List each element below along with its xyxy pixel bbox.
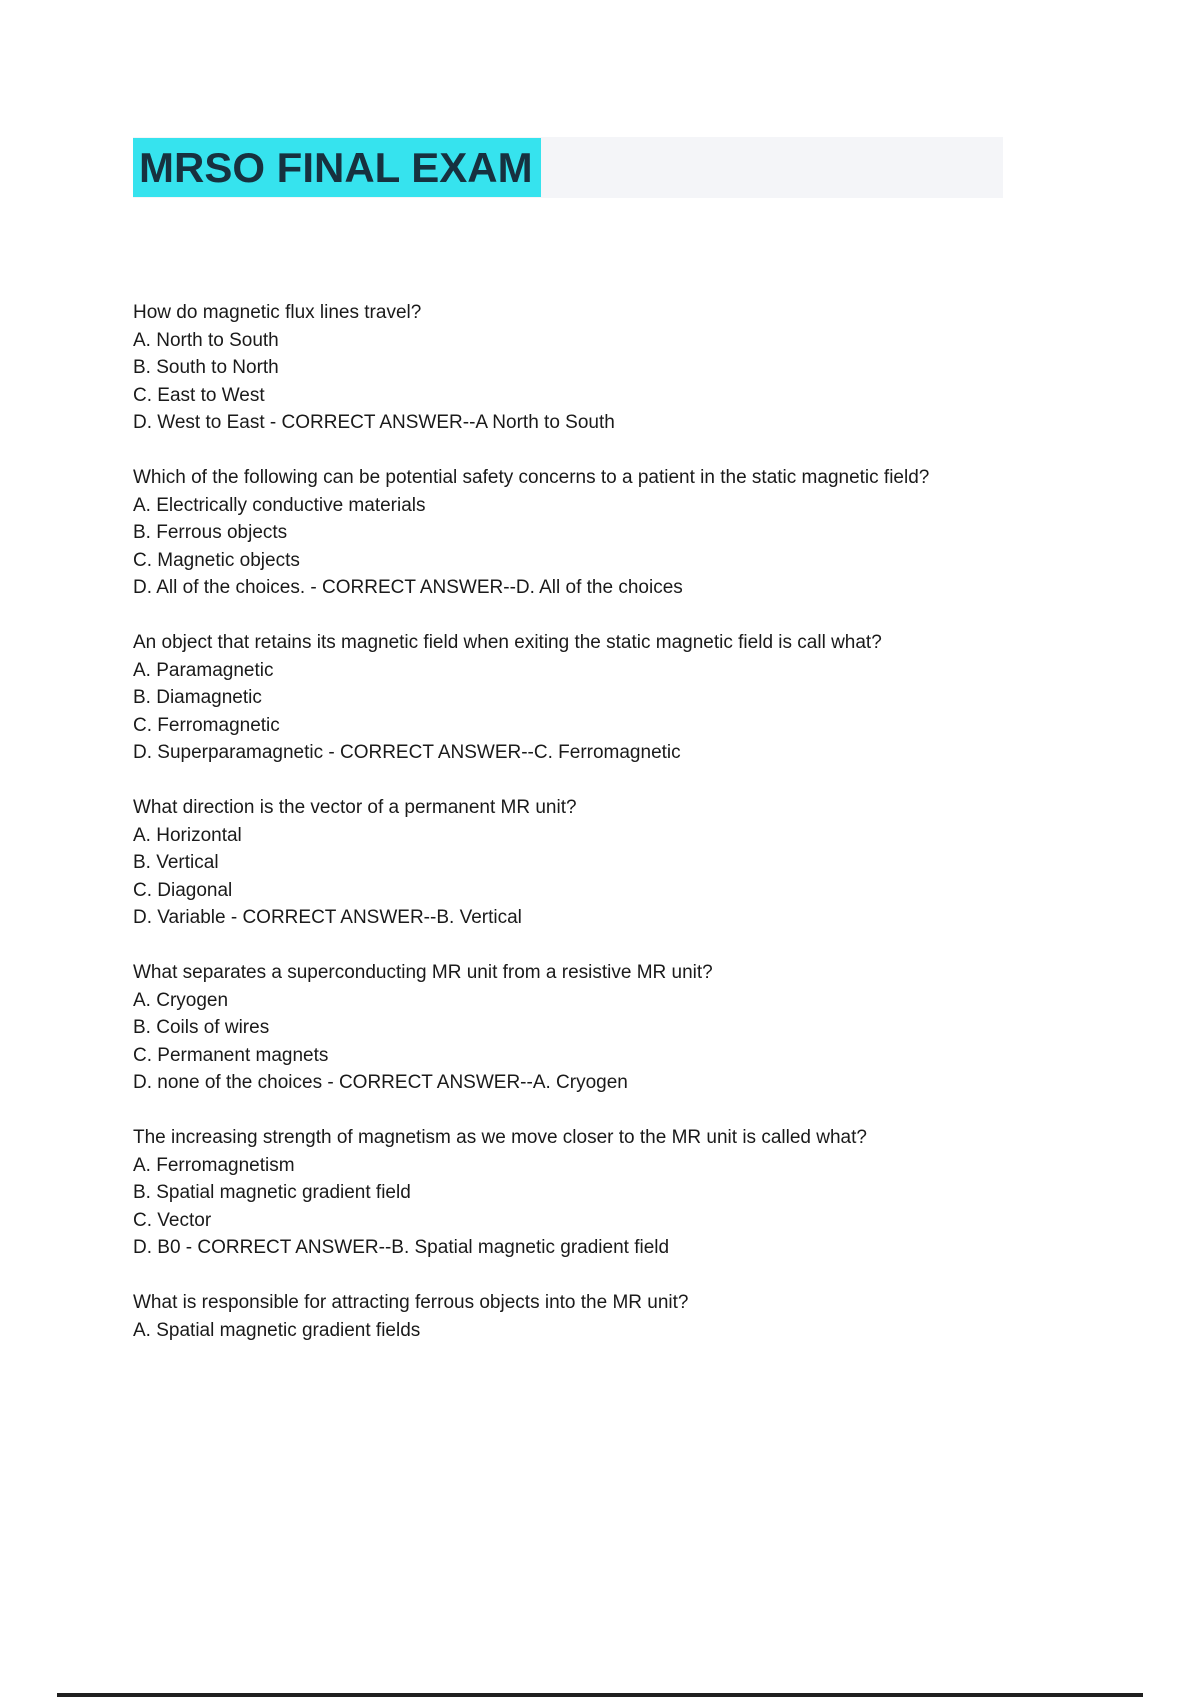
option-text: B. Vertical — [133, 852, 219, 873]
option-text: C. Magnetic objects — [133, 549, 300, 571]
page-bottom-rule — [57, 1693, 1143, 1697]
question-block — [133, 299, 1083, 437]
question-text: Which of the following can be potential safety concerns to a patient in the static magnetic field? — [133, 467, 930, 488]
option-text: D. none of the choices - CORRECT ANSWER--A. Cryogen — [133, 1072, 628, 1093]
option-text: A. Ferromagnetism — [133, 1154, 295, 1176]
option-text: D. B0 - CORRECT ANSWER--B. Spatial magnetic gradient field — [133, 1237, 670, 1258]
question-block — [133, 1289, 1083, 1344]
option-text: B. Ferrous objects — [133, 522, 288, 543]
option-text: D. West to East - CORRECT ANSWER--A North to South — [133, 412, 615, 433]
option-text: C. East to West — [133, 384, 265, 406]
question-text: What direction is the vector of a permanent MR unit? — [133, 797, 577, 818]
question-block — [133, 959, 1083, 1097]
option-text: A. Spatial magnetic gradient fields — [133, 1319, 421, 1341]
option-text: D. Variable - CORRECT ANSWER--B. Vertical — [133, 907, 522, 928]
option-text: B. South to North — [133, 357, 279, 378]
questions-container — [133, 299, 1083, 1372]
option-text: B. Coils of wires — [133, 1017, 270, 1038]
option-text: C. Ferromagnetic — [133, 714, 280, 736]
page-title: MRSO FINAL EXAM — [133, 138, 541, 197]
option-text: C. Diagonal — [133, 879, 233, 901]
question-block — [133, 629, 1083, 767]
question-block — [133, 1124, 1083, 1262]
option-text: A. Electrically conductive materials — [133, 494, 426, 516]
question-block — [133, 464, 1083, 602]
option-text: A. Cryogen — [133, 989, 229, 1011]
question-text: The increasing strength of magnetism as we move closer to the MR unit is called what? — [133, 1127, 867, 1148]
option-text: A. Horizontal — [133, 824, 242, 846]
option-text: C. Vector — [133, 1209, 212, 1231]
option-text: C. Permanent magnets — [133, 1044, 329, 1066]
title-band — [133, 137, 1003, 198]
question-text: An object that retains its magnetic field when exiting the static magnetic field is call what? — [133, 632, 882, 653]
question-text: How do magnetic flux lines travel? — [133, 302, 422, 323]
option-text: A. North to South — [133, 329, 279, 351]
question-block — [133, 794, 1083, 932]
question-text: What separates a superconducting MR unit from a resistive MR unit? — [133, 962, 713, 983]
option-text: B. Spatial magnetic gradient field — [133, 1182, 411, 1203]
question-text: What is responsible for attracting ferrous objects into the MR unit? — [133, 1292, 689, 1313]
option-text: B. Diamagnetic — [133, 687, 262, 708]
option-text: D. All of the choices. - CORRECT ANSWER--D. All of the choices — [133, 577, 683, 598]
option-text: D. Superparamagnetic - CORRECT ANSWER--C. Ferromagnetic — [133, 742, 681, 763]
option-text: A. Paramagnetic — [133, 659, 274, 681]
